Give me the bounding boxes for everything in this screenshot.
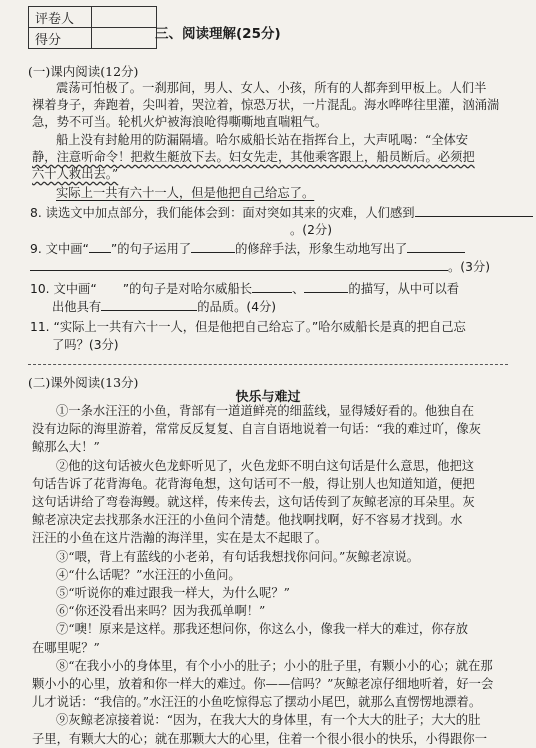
question-10: 10. 文中画“ ”的句子是对哈尔威船长 、 的描写，从中可以看 bbox=[30, 282, 460, 296]
p2-line3: 六十人救出去。” bbox=[32, 167, 119, 181]
story-line: 汪汪的小鱼在这片浩瀚的海洋里，实在是太不起眼了。 bbox=[32, 531, 328, 546]
p3-line: 实际上一共有六十一人，但是他把自己给忘了。 bbox=[56, 186, 315, 200]
p1-line2: 裸着身子，奔跑着，尖叫着，哭泣着，惊恐万状，一片混乱。海水哗哗往里灌，汹涌湍 bbox=[32, 98, 500, 112]
q10-line2: 出他具有 的品质。(4分) bbox=[52, 300, 277, 314]
story-line: 在哪里呢？” bbox=[32, 640, 100, 655]
story-line: ⑨灰鲸老凉接着说：“因为，在我大大的身体里，有一个大大的肚子；大大的肚 bbox=[56, 713, 481, 728]
story-line: ⑤“听说你的难过跟我一样大，为什么呢？” bbox=[56, 586, 290, 600]
story-line: ①一条水汪汪的小鱼，背部有一道道鲜亮的细蓝线，显得矮好看的。他独自在 bbox=[56, 404, 475, 418]
score-label: 得分 bbox=[29, 28, 92, 49]
q8-text: 8. 读选文中加点部分，我们能体会到：面对突如其来的灾难，人们感到 bbox=[30, 206, 415, 220]
p2-line2: 静，注意听命令！把救生艇放下去。妇女先走，其他乘客跟上，船员断后。必须把 bbox=[32, 150, 475, 164]
question-8 bbox=[30, 204, 506, 222]
part2-heading: (二)课外阅读(13分) bbox=[28, 375, 139, 390]
q10-blank-3[interactable] bbox=[101, 298, 197, 311]
story-line: 儿才说话：“我信的。”水汪汪的小鱼吃惊得忘了摆动小尾巴，就那么直愣愣地漂着。 bbox=[32, 695, 482, 710]
score-cell bbox=[92, 28, 157, 49]
story-line: ⑥“你还没看出来吗？因为我孤单啊！” bbox=[56, 604, 266, 619]
story-line: 没有边际的海里游着，常常反反复复、自言自语地说着一句话：“我的难过吖，像灰 bbox=[32, 422, 481, 437]
q9-mark bbox=[89, 240, 111, 253]
q9-blank-1[interactable] bbox=[191, 240, 235, 253]
score-box bbox=[28, 6, 157, 49]
p1-line3: 急，势不可当。轮机火炉被海浪呛得嘶嘶地直喘粗气。 bbox=[32, 115, 328, 129]
grader-label: 评卷人 bbox=[29, 7, 92, 28]
story-line: 鲸那么大！” bbox=[32, 440, 100, 455]
question-9: 9. 文中画“ ”的句子运用了 的修辞手法，形象生动地写出了 bbox=[30, 240, 506, 258]
story-line: ④“什么话呢？”水汪汪的小鱼问。 bbox=[56, 567, 241, 582]
part1-heading: (一)课内阅读(12分) bbox=[28, 64, 139, 79]
story-line: ⑦“噢！原来是这样。那我还想问你，你这么小，像我一样大的难过，你存放 bbox=[56, 622, 469, 637]
q9-line2: 。(3分) bbox=[30, 258, 506, 276]
p2-line1: 船上没有封舱用的防漏隔墙。哈尔威船长站在指挥台上，大声吼喝：“全体安 bbox=[56, 133, 469, 147]
story-line: 鲸老凉决定去找那条水汪汪的小鱼问个清楚。他找啊找啊，好不容易才找到。水 bbox=[32, 513, 463, 528]
q8-tail: 。(2分) bbox=[290, 223, 333, 237]
grader-cell bbox=[92, 7, 157, 28]
q10-blank-1[interactable] bbox=[252, 280, 292, 293]
q9-blank-3[interactable] bbox=[30, 258, 448, 271]
story-line: ⑧“在我小小的身体里，有个小小的肚子；小小的肚子里，有颗小小的心；就在那 bbox=[56, 658, 493, 673]
story-line: 颗小小的心里，放着和你一样大的难过。你——信吗？”灰鲸老凉仔细地听着，好一会 bbox=[32, 677, 494, 691]
story-title: 快乐与难过 bbox=[235, 390, 301, 405]
question-11: 11. “实际上一共有六十一人，但是他把自己给忘了。”哈尔威船长是真的把自己忘 bbox=[30, 320, 466, 334]
story-line: 这句话讲给了弯卷海鳗。就这样，传来传去，这句话传到了灰鲸老凉的耳朵里。灰 bbox=[32, 495, 475, 509]
story-line: ③“喂，背上有蓝线的小老弟，有句话我想找你问问。”灰鲸老凉说。 bbox=[56, 549, 420, 564]
section-title: 三、阅读理解(25分) bbox=[155, 26, 281, 42]
q8-blank[interactable] bbox=[415, 204, 533, 217]
q11-answer-line[interactable] bbox=[28, 364, 508, 365]
q11-line2: 了吗？(3分) bbox=[52, 338, 119, 352]
q9-blank-2[interactable] bbox=[407, 240, 465, 253]
story-line: 句话告诉了花背海龟。花背海龟想，这句话可不一般，得让别人也知道知道，便把 bbox=[32, 476, 475, 491]
q10-blank-2[interactable] bbox=[304, 280, 348, 293]
story-line: ②他的这句话被火色龙虾听见了，火色龙虾不明白这句话是什么意思，他把这 bbox=[56, 458, 475, 473]
q10-wavy-mark bbox=[97, 283, 123, 293]
p1-line1: 震荡可怕极了。一刹那间，男人、女人、小孩，所有的人都奔到甲板上。人们半 bbox=[56, 81, 487, 95]
story-line: 子里，有颗大大的心；就在那颗大大的心里，住着一个很小很小的快乐，小得跟你一 bbox=[32, 731, 487, 746]
